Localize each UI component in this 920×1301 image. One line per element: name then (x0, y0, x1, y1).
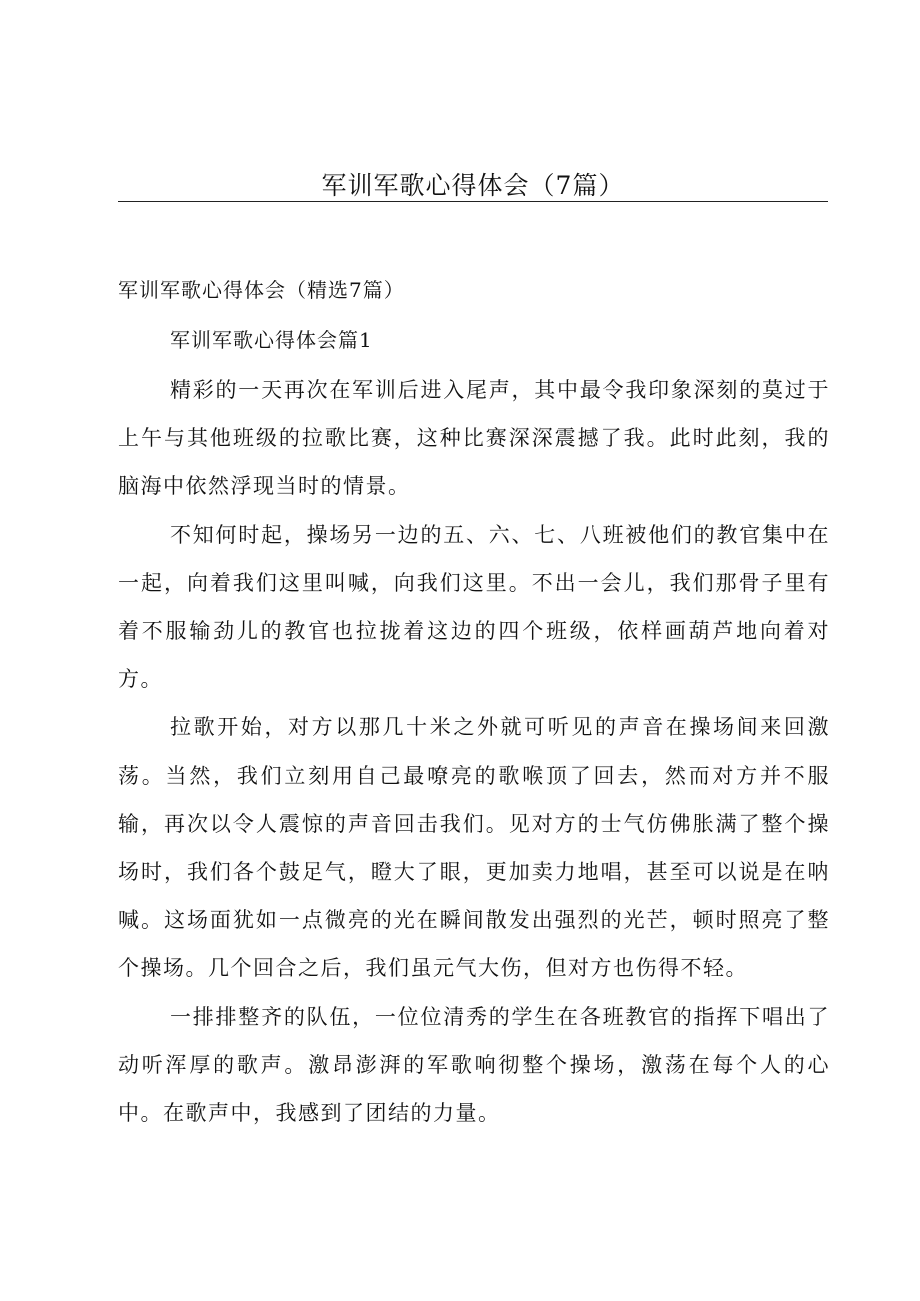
document-body (118, 366, 830, 1137)
body-paragraph-2: 不知何时起，操场另一边的五、六、七、八班被他们的教官集中在一起，向着我们这里叫喊，向我们这里。不出一会儿，我们那骨子里有着不服输劲儿的教官也拉拢着这边的四个班级，依样画葫芦地向着对方。 (118, 522, 830, 692)
body-paragraph-3: 拉歌开始，对方以那几十米之外就可听见的声音在操场间来回激荡。当然，我们立刻用自己最嘹亮的歌喉顶了回去，然而对方并不服输，再次以令人震惊的声音回击我们。见对方的士气仿佛胀满了整个操场时，我们各个鼓足气，瞪大了眼，更加卖力地唱，甚至可以说是在呐喊。这场面犹如一点微亮的光在瞬间散发出强烈的光芒，顿时照亮了整个操场。几个回合之后，我们虽元气大伤，但对方也伤得不轻。 (118, 715, 830, 981)
section-heading: 军训军歌心得体会篇1 (170, 328, 373, 352)
body-paragraph-1: 精彩的一天再次在军训后进入尾声，其中最令我印象深刻的莫过于上午与其他班级的拉歌比赛，这种比赛深深震撼了我。此时此刻，我的脑海中依然浮现当时的情景。 (118, 378, 830, 499)
document-subtitle: 军训军歌心得体会（精选7篇） (118, 278, 405, 302)
document-title: 军训军歌心得体会（7篇） (321, 171, 625, 200)
body-paragraph-4: 一排排整齐的队伍，一位位清秀的学生在各班教官的指挥下唱出了动听浑厚的歌声。激昂澎湃的军歌响彻整个操场，激荡在每个人的心中。在歌声中，我感到了团结的力量。 (118, 1004, 830, 1126)
title-divider (118, 201, 828, 202)
